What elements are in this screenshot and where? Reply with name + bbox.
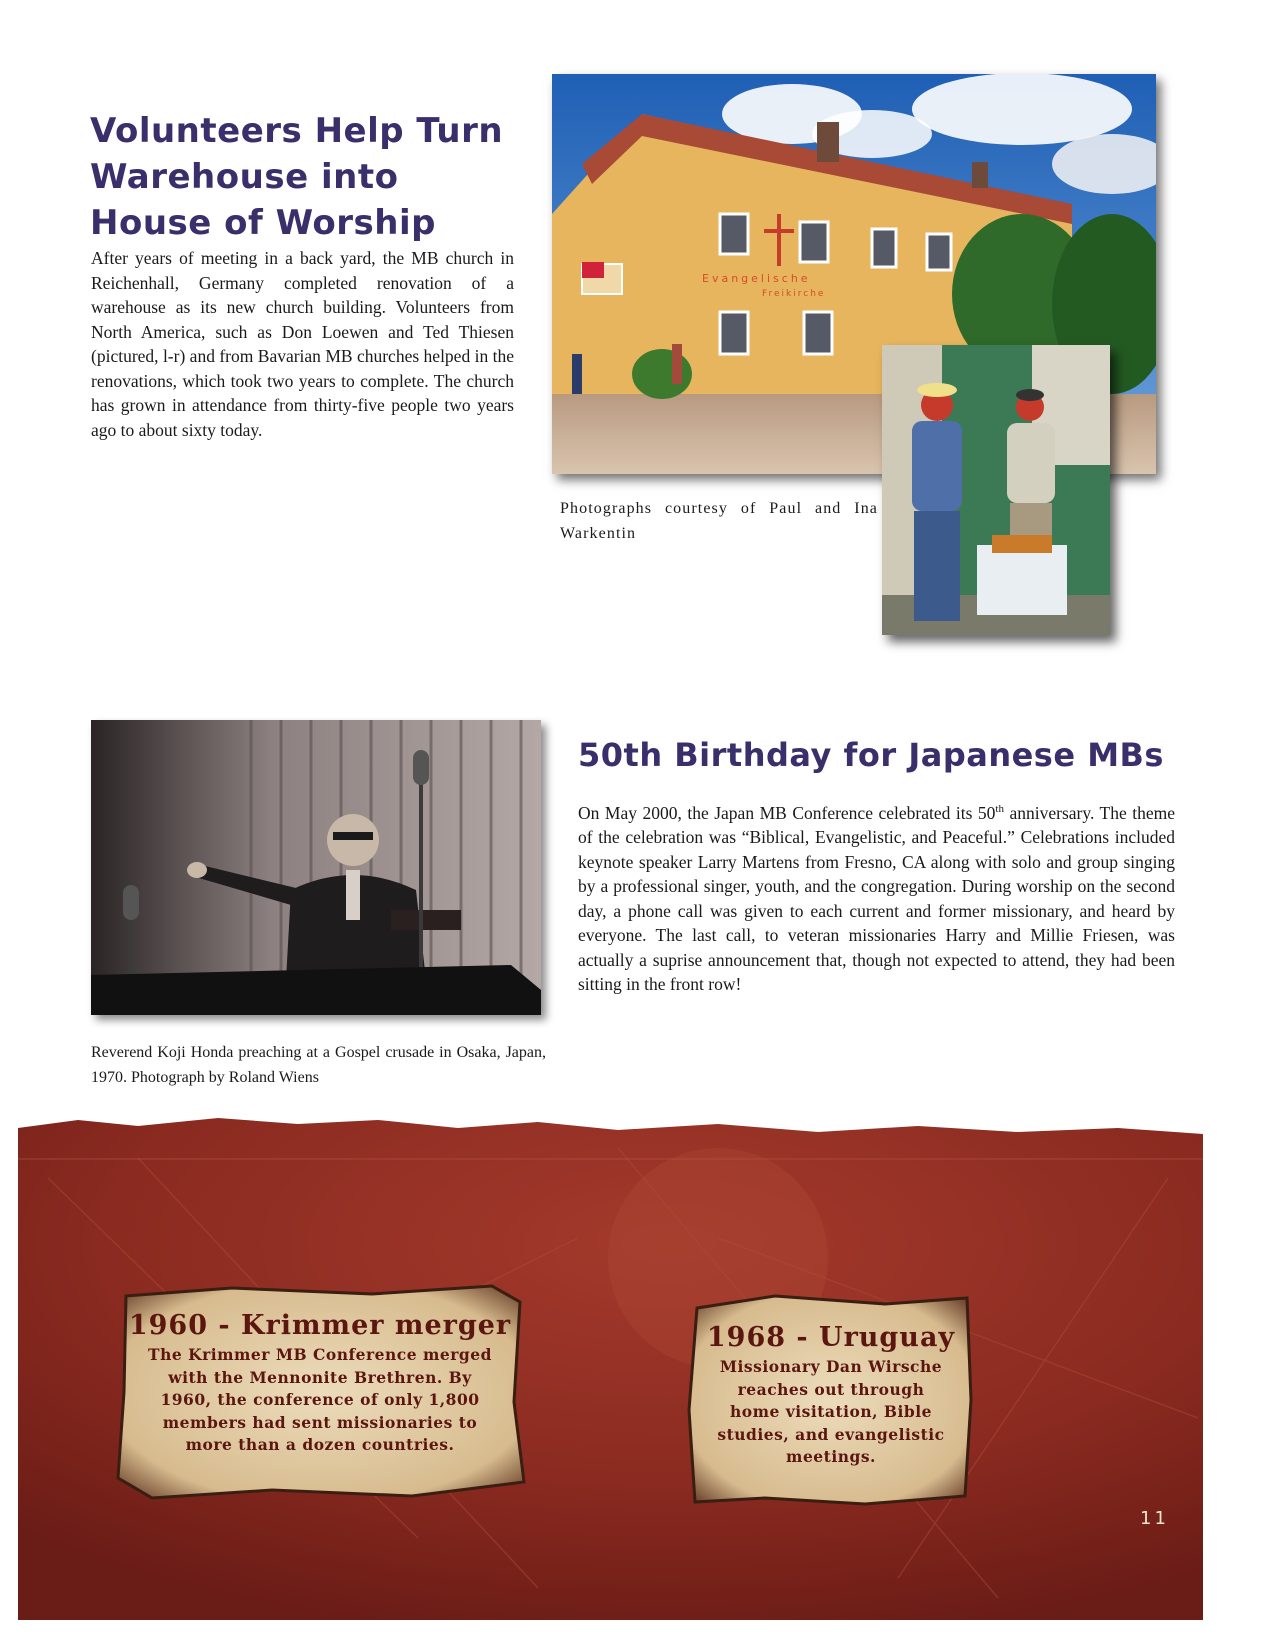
photo-caption-preacher: Reverend Koji Honda preaching at a Gospel crusade in Osaka, Japan, 1970. Photograph by Roland Wiens <box>91 1044 546 1086</box>
photo-volunteers-renovation <box>882 345 1110 635</box>
article-body-warehouse: After years of meeting in a back yard, the MB church in Reichenhall, Germany completed renovation of a warehouse as its new church building. Volunteers from North America, such as Don Loewen and Ted Thiesen (pictured, l-r) and from Bavarian MB churches helped in the renovations, which took two years to complete. The church has grown in attendance from thirty-five people two years ago to about sixty today. <box>91 248 514 440</box>
sign-text-line2: Freikirche <box>762 289 826 299</box>
article-headline-japanese-mbs: 50th Birthday for Japanese MBs <box>578 736 1164 774</box>
timeline-text-1960: The Krimmer MB Conference merged with the Mennonite Brethren. By 1960, the conference of only 1,800 members had sent missionaries to more than a dozen countries. <box>148 1345 492 1454</box>
photo-reverend-preaching <box>91 720 541 1015</box>
body-text-part2: anniversary. The theme of the celebration was “Biblical, Evangelistic, and Peaceful.” Celebrations included keynote speaker Larry Martens from Fresno, CA along with solo and group singing by a professional singer, youth, and the congregation. During worship on the second day, a phone call was given to each current and former missionary, and heard by everyone. The last call, to veteran missionaries Harry and Millie Friesen, was actually a suprise announcement that, though not expected to attend, they had been sitting in the front row! <box>578 802 1175 995</box>
ordinal-suffix: th <box>995 803 1004 815</box>
sign-text-line1: Evangelische <box>702 272 811 285</box>
page-number: 11 <box>1140 1508 1169 1529</box>
article-body-japanese-mbs <box>578 797 1175 997</box>
article-headline-warehouse: Volunteers Help Turn Warehouse into House of Worship <box>90 111 504 243</box>
timeline-card-1960 <box>112 1282 528 1502</box>
timeline-title-1960: 1960 - Krimmer merger <box>128 1310 512 1341</box>
timeline-title-1968: 1968 - Uruguay <box>706 1322 956 1353</box>
body-text-part1: On May 2000, the Japan MB Conference celebrated its 50 <box>578 802 996 823</box>
timeline-card-1968 <box>685 1290 977 1510</box>
timeline-text-1968: Missionary Dan Wirsche reaches out through home visitation, Bible studies, and evangelistic meetings. <box>717 1357 945 1466</box>
photo-caption-warehouse: Photographs courtesy of Paul and Ina Warkentin <box>560 500 878 542</box>
